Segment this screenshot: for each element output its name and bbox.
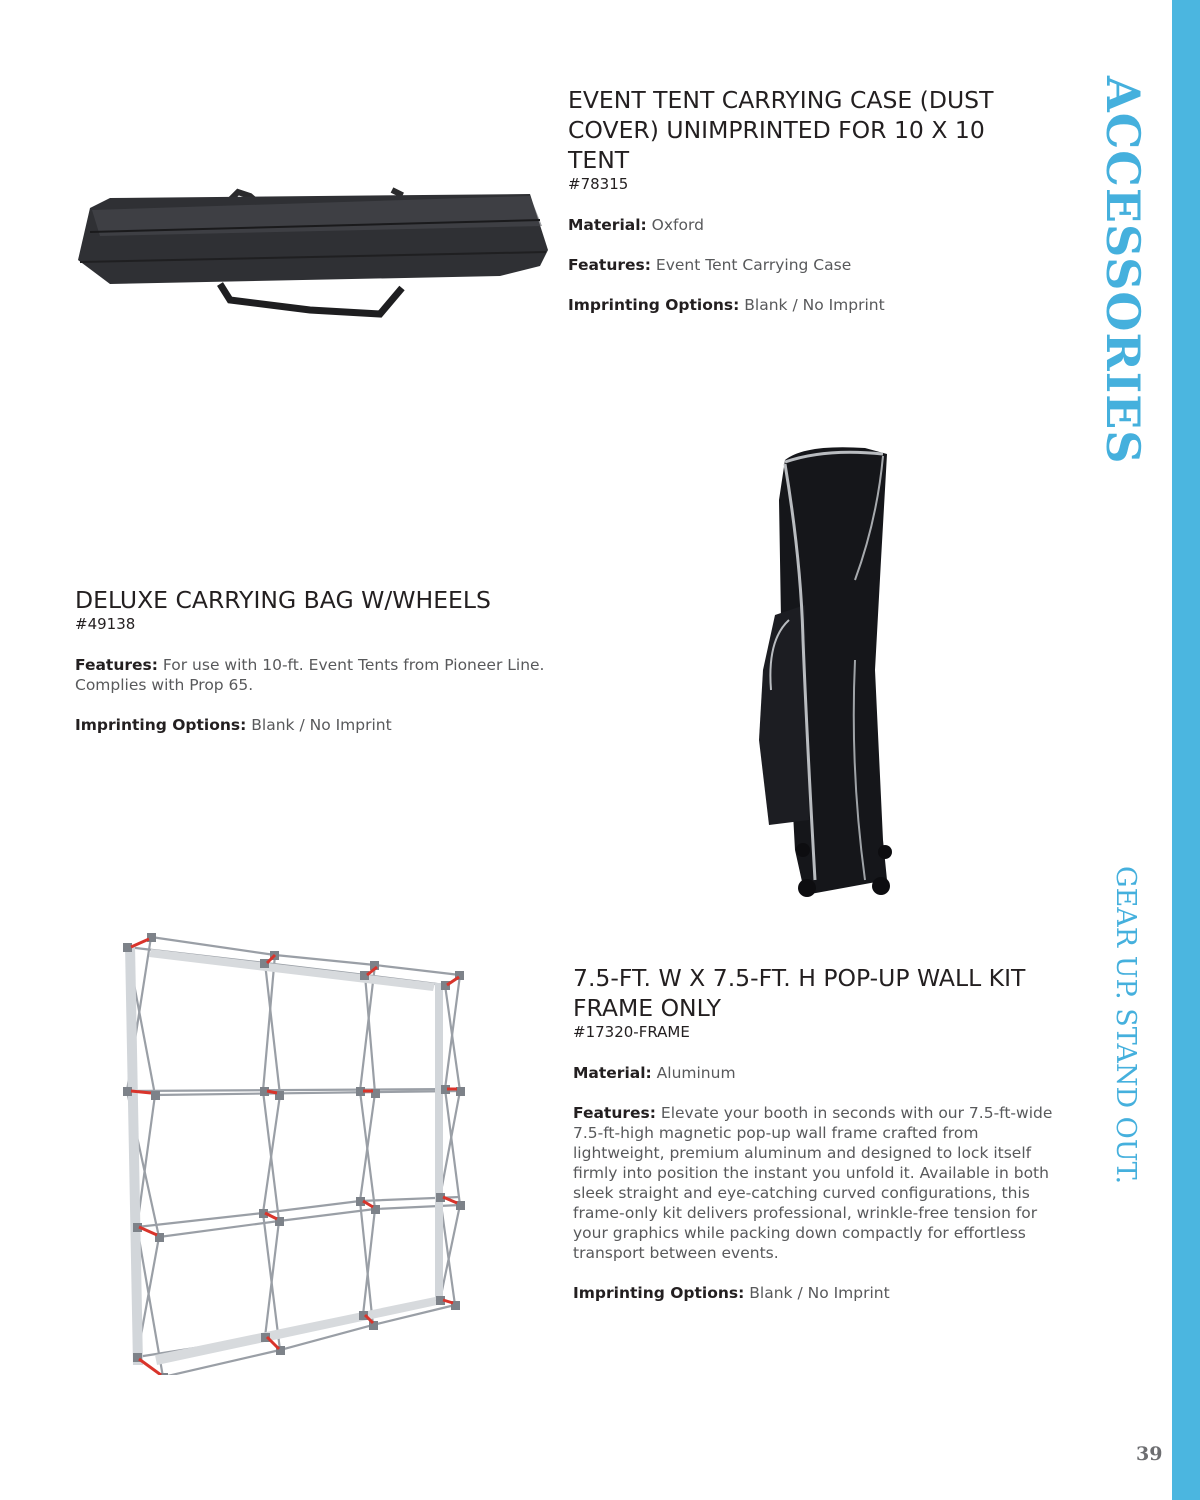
section-tagline: GEAR UP. STAND OUT.: [1110, 866, 1141, 1185]
popup-frame-icon: [115, 925, 475, 1375]
spec-material: [568, 215, 1048, 235]
product-sku: #17320-FRAME: [573, 1023, 690, 1041]
carrying-case-icon: [70, 180, 560, 320]
spec-label: Imprinting Options:: [75, 716, 247, 734]
spec-label: Material:: [573, 1064, 652, 1082]
product-sku: #78315: [568, 175, 629, 193]
spec-value: Oxford: [651, 216, 704, 234]
spec-label: Features:: [573, 1104, 656, 1122]
product-title: DELUXE CARRYING BAG W/WHEELS: [75, 586, 491, 614]
product-event-tent-case: [568, 85, 1048, 335]
product-sku: #49138: [75, 615, 136, 633]
spec-value: For use with 10-ft. Event Tents from Pioneer Line. Complies with Prop 65.: [75, 656, 545, 694]
spec-value: Blank / No Imprint: [744, 296, 885, 314]
spec-imprinting: [568, 295, 1048, 315]
product-popup-wall-frame: [573, 963, 1073, 1323]
spec-value: Aluminum: [656, 1064, 736, 1082]
spec-features: [568, 255, 1048, 275]
spec-imprinting: [573, 1283, 1073, 1303]
spec-material: [573, 1063, 1073, 1083]
product-deluxe-bag: [75, 585, 545, 755]
spec-value: Event Tent Carrying Case: [655, 256, 852, 274]
spec-label: Imprinting Options:: [573, 1284, 745, 1302]
wheeled-bag-icon: [745, 440, 905, 905]
spec-label: Features:: [568, 256, 651, 274]
page-number: 39: [1136, 1443, 1163, 1465]
spec-label: Features:: [75, 656, 158, 674]
wheeled-bag-image: [745, 440, 905, 905]
product-title: EVENT TENT CARRYING CASE (DUST COVER) UNIMPRINTED FOR 10 X 10 TENT: [568, 86, 994, 174]
spec-label: Imprinting Options:: [568, 296, 740, 314]
spec-value: Blank / No Imprint: [749, 1284, 890, 1302]
accent-side-bar: [1172, 0, 1200, 1500]
spec-features: [75, 655, 545, 695]
spec-value: Elevate your booth in seconds with our 7.5-ft-wide 7.5-ft-high magnetic pop-up wall frame crafted from lightweight, premium aluminum and designed to lock itself firmly into position the instant you unfold it. Available in both sleek straight and eye-catching curved configurations, this frame-only kit delivers professional, wrinkle-free tension for your graphics while packing down compactly for effortless transport between events.: [573, 1104, 1053, 1262]
spec-label: Material:: [568, 216, 647, 234]
carrying-case-image: [70, 180, 560, 320]
spec-imprinting: [75, 715, 545, 735]
spec-features: [573, 1103, 1073, 1263]
section-title: ACCESSORIES: [1096, 76, 1150, 465]
spec-value: Blank / No Imprint: [251, 716, 392, 734]
product-title: 7.5-FT. W X 7.5-FT. H POP-UP WALL KIT FRAME ONLY: [573, 964, 1026, 1022]
popup-frame-image: [115, 925, 475, 1375]
